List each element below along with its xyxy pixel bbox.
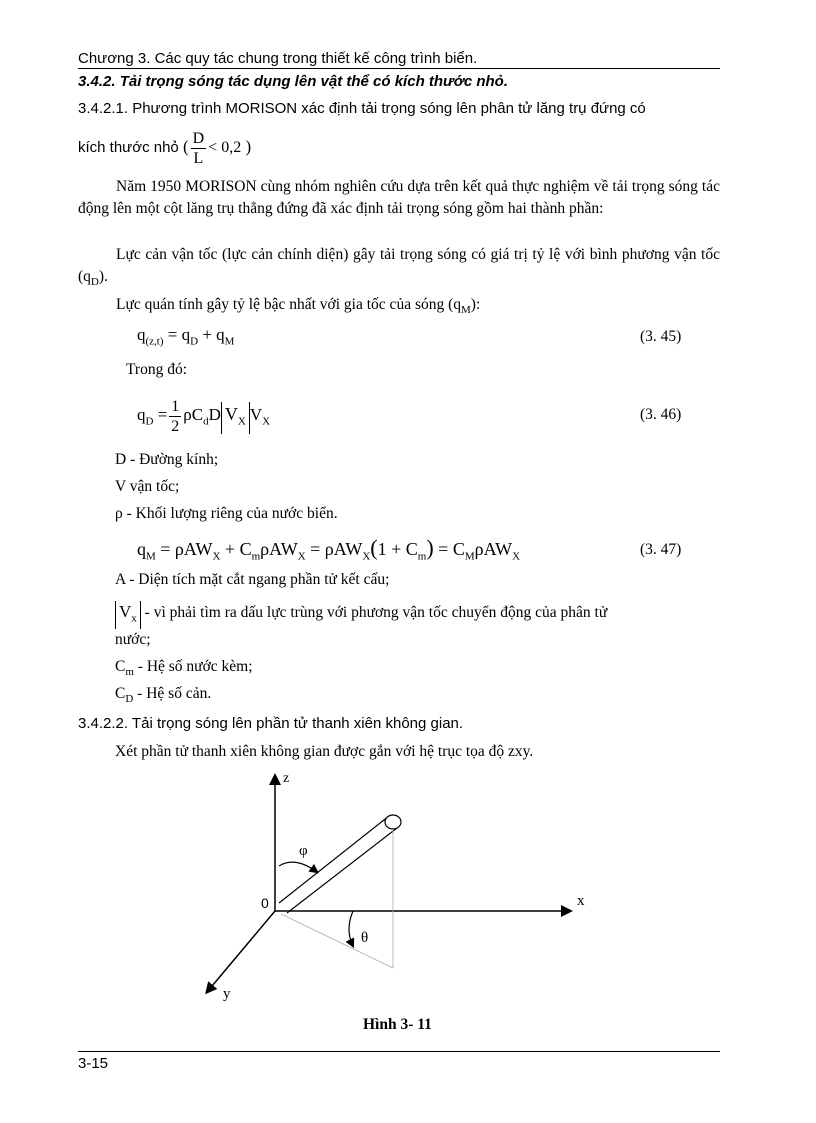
chapter-header: Chương 3. Các quy tác chung trong thiết kế công trình biển. bbox=[78, 50, 478, 67]
equation-number-3-45: (3. 45) bbox=[640, 328, 682, 345]
z-label: z bbox=[283, 771, 290, 786]
header-rule bbox=[78, 68, 720, 69]
equation-3-47: $q_M = \rho AW_X + C_m\rho AW_X = \rho AW_X(1 + C_m) = C_M\rho AW_X$ bbox=[137, 535, 521, 563]
paragraph-4: Xét phần tử thanh xiên không gian được gắn với hệ trục tọa độ zxy. bbox=[115, 743, 534, 760]
ratio-fraction: $\frac{D}{L}$ bbox=[192, 129, 205, 167]
equation-3-45: $q_{(z,t)} = q_D + q_M$ bbox=[137, 325, 235, 348]
definition-CD: $C_D$ - Hệ số cản. bbox=[115, 685, 212, 706]
definition-A: A - Diện tích mặt cắt ngang phần tử kết cấu; bbox=[115, 571, 390, 588]
figure-caption: Hình 3- 11 bbox=[363, 1016, 432, 1033]
definition-Vx: $V_x$ - vì phải tìm ra dấu lực trùng với phương vận tốc chuyển động của phân tử bbox=[115, 601, 720, 629]
figure-3-11 bbox=[195, 768, 615, 1013]
equation-3-46: $q_D$ = $\frac{1}{2}$ $\rho C_dD$ $V_X$ $V_X$ bbox=[137, 397, 271, 435]
theta-label: θ bbox=[361, 930, 369, 946]
where-label: Trong đó: bbox=[126, 361, 188, 378]
page-number: 3-15 bbox=[78, 1055, 109, 1072]
cylinder-edge-top bbox=[279, 816, 389, 903]
definition-rho: ρ - Khối lượng riêng của nước biển. bbox=[115, 505, 338, 522]
projection-horizontal bbox=[281, 914, 393, 968]
paragraph-3: Lực quán tính gây tỷ lệ bậc nhất với gia tốc của sóng $(q_M)$: bbox=[116, 296, 481, 317]
y-label: y bbox=[223, 986, 231, 1002]
footer-rule bbox=[78, 1051, 720, 1052]
subsection-heading-1-line2: kích thước nhỏ ( $\frac{D}{L}$ < 0,2 ) bbox=[78, 129, 252, 167]
heading-text: kích thước nhỏ bbox=[78, 139, 179, 156]
x-label: x bbox=[577, 893, 585, 909]
subsection-heading-2: 3.4.2.2. Tải trọng sóng lên phần tử thanh xiên không gian. bbox=[78, 715, 464, 732]
paragraph-1: Năm 1950 MORISON cùng nhóm nghiên cứu dựa trên kết quả thực nghiệm về tải trọng sóng tác động lên một cột lăng trụ thẳng đứng đã xác định tải trọng sóng gồm hai thành phần: bbox=[78, 178, 720, 217]
theta-arc bbox=[349, 911, 353, 946]
equation-number-3-46: (3. 46) bbox=[640, 406, 682, 423]
origin-label: 0 bbox=[261, 895, 269, 911]
definition-Vx-cont: nước; bbox=[115, 631, 151, 648]
subsection-heading-1: 3.4.2.1. Phương trình MORISON xác định tải trọng sóng lên phân tử lăng trụ đứng có bbox=[78, 100, 646, 117]
equation-number-3-47: (3. 47) bbox=[640, 541, 682, 558]
ratio-limit: < 0,2 bbox=[208, 139, 242, 156]
definition-Cm: $C_m$ - Hệ số nước kèm; bbox=[115, 658, 253, 679]
section-title: 3.4.2. Tải trọng sóng tác dụng lên vật thể có kích thước nhỏ. bbox=[78, 73, 508, 90]
phi-arc bbox=[279, 862, 317, 872]
cylinder-edge-bottom bbox=[287, 828, 397, 913]
phi-label: φ bbox=[299, 843, 308, 859]
y-axis bbox=[207, 911, 275, 992]
definition-V: V vận tốc; bbox=[115, 478, 180, 495]
definition-D: D - Đường kính; bbox=[115, 451, 219, 468]
cylinder-end bbox=[385, 815, 401, 829]
paragraph-2: Lực cản vận tốc (lực cản chính diện) gây tải trọng sóng có giá trị tỷ lệ với bình phương vận tốc $(q_D)$. bbox=[78, 246, 720, 289]
